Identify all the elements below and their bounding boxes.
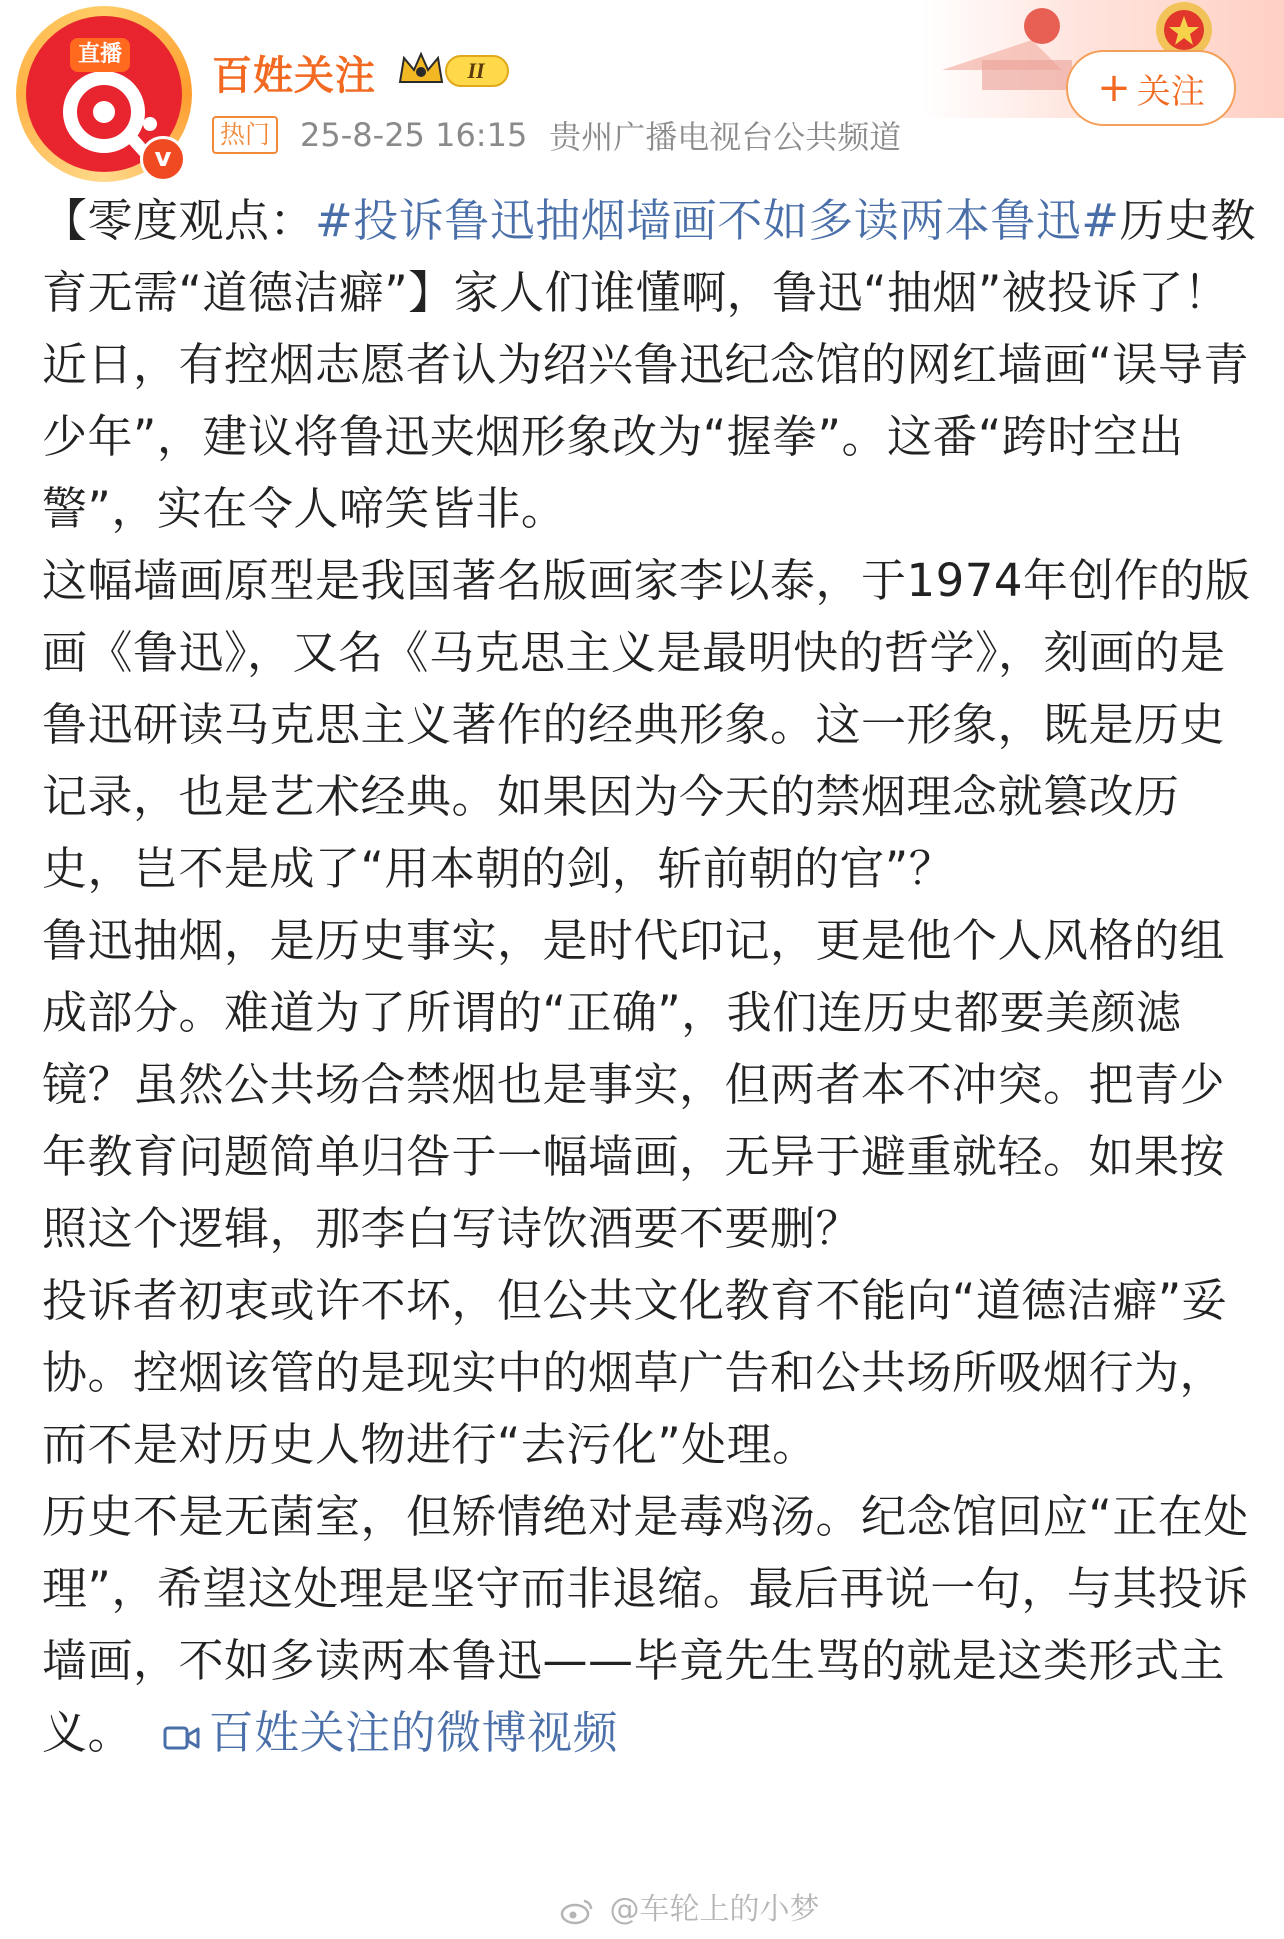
post-paragraph-text: 历史教育无需“道德洁癖”】家人们谁懂啊，鲁迅“抽烟”被投诉了！近日，有控烟志愿者认为绍兴鲁迅纪念馆的网红墙画“误导青少年”，建议将鲁迅夹烟形象改为“握拳”。这番“跨时空出警”，实在令人啼笑皆非。: [42, 194, 1256, 535]
meta-row: [212, 112, 901, 158]
follow-button[interactable]: [1066, 50, 1236, 126]
post-header: [0, 0, 1284, 173]
watermark: [560, 1884, 820, 1928]
post-paragraph: [42, 185, 1256, 545]
post-content: [42, 185, 1256, 1769]
video-link[interactable]: [163, 1706, 619, 1759]
post-paragraph: [42, 1481, 1256, 1769]
crown-icon[interactable]: [396, 48, 512, 92]
verified-badge-icon: v: [140, 136, 186, 182]
post-paragraph: 鲁迅抽烟，是历史事实，是时代印记，更是他个人风格的组成部分。难道为了所谓的“正确”，我们连历史都要美颜滤镜？虽然公共场合禁烟也是事实，但两者本不冲突。把青少年教育问题简单归咎于一幅墙画，无异于避重就轻。如果按照这个逻辑，那李白写诗饮酒要不要删？: [42, 914, 1226, 1255]
post-last-paragraph-text: 历史不是无菌室，但矫情绝对是毒鸡汤。纪念馆回应“正在处理”，希望这处理是坚守而非退缩。最后再说一句，与其投诉墙画，不如多读两本鲁迅——毕竟先生骂的就是这类形式主义。: [42, 1490, 1249, 1759]
post-paragraph: 投诉者初衷或许不坏，但公共文化教育不能向“道德洁癖”妥协。控烟该管的是现实中的烟草广告和公共场所吸烟行为，而不是对历史人物进行“去污化”处理。: [42, 1274, 1228, 1471]
follow-label: 关注: [1136, 71, 1205, 112]
hashtag-link[interactable]: #投诉鲁迅抽烟墙画不如多读两本鲁迅#: [315, 194, 1120, 247]
post-timestamp: 25-8-25 16:15: [300, 116, 528, 154]
username[interactable]: 百姓关注: [212, 53, 376, 99]
video-link-label: 百姓关注的微博视频: [208, 1706, 619, 1759]
video-camera-icon: [163, 1722, 201, 1754]
post-title-open: 【零度观点：: [42, 194, 316, 247]
weibo-icon: [560, 1897, 594, 1925]
live-tag: 直播: [70, 38, 130, 72]
vip-level: II: [467, 58, 485, 83]
watermark-text: @车轮上的小梦: [609, 1892, 820, 1927]
post-paragraph: 这幅墙画原型是我国著名版画家李以泰，于1974年创作的版画《鲁迅》，又名《马克思主义是最明快的哲学》，刻画的是鲁迅研读马克思主义著作的经典形象。这一形象，既是历史记录，也是艺术经典。如果因为今天的禁烟理念就篡改历史，岂不是成了“用本朝的剑，斩前朝的官”？: [42, 554, 1251, 895]
plus-icon: +: [1097, 65, 1131, 111]
post-source[interactable]: 贵州广播电视台公共频道: [549, 118, 902, 156]
hot-tag[interactable]: 热门: [212, 116, 278, 154]
